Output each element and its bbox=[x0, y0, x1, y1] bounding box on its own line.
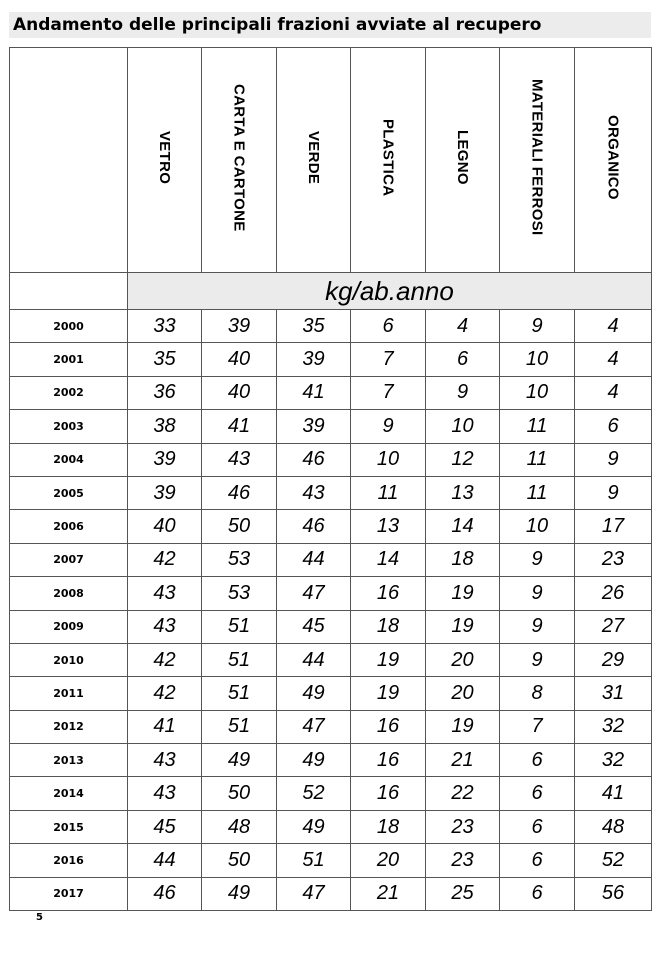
value-cell: 36 bbox=[128, 376, 202, 409]
value-cell: 9 bbox=[500, 643, 575, 676]
value-cell: 49 bbox=[202, 744, 277, 777]
value-cell: 50 bbox=[202, 844, 277, 877]
value-cell: 6 bbox=[500, 844, 575, 877]
value-cell: 49 bbox=[277, 810, 351, 843]
value-cell: 6 bbox=[351, 310, 426, 343]
year-cell: 2014 bbox=[10, 777, 128, 810]
value-cell: 4 bbox=[426, 310, 500, 343]
year-cell: 2011 bbox=[10, 677, 128, 710]
year-cell: 2000 bbox=[10, 310, 128, 343]
value-cell: 26 bbox=[575, 577, 652, 610]
value-cell: 7 bbox=[351, 343, 426, 376]
table-row bbox=[10, 476, 652, 509]
unit-row-empty-cell bbox=[10, 273, 128, 310]
value-cell: 42 bbox=[128, 543, 202, 576]
value-cell: 10 bbox=[351, 443, 426, 476]
value-cell: 21 bbox=[426, 744, 500, 777]
value-cell: 19 bbox=[426, 610, 500, 643]
value-cell: 16 bbox=[351, 710, 426, 743]
page-title: Andamento delle principali frazioni avviate al recupero bbox=[9, 12, 651, 38]
column-header: VERDE bbox=[277, 48, 351, 273]
value-cell: 27 bbox=[575, 610, 652, 643]
value-cell: 43 bbox=[128, 744, 202, 777]
value-cell: 38 bbox=[128, 410, 202, 443]
value-cell: 16 bbox=[351, 577, 426, 610]
value-cell: 17 bbox=[575, 510, 652, 543]
value-cell: 21 bbox=[351, 877, 426, 910]
value-cell: 9 bbox=[500, 310, 575, 343]
value-cell: 19 bbox=[351, 643, 426, 676]
value-cell: 20 bbox=[351, 844, 426, 877]
value-cell: 13 bbox=[351, 510, 426, 543]
value-cell: 46 bbox=[277, 510, 351, 543]
table-row bbox=[10, 443, 652, 476]
value-cell: 14 bbox=[426, 510, 500, 543]
table-row bbox=[10, 744, 652, 777]
year-cell: 2002 bbox=[10, 376, 128, 409]
value-cell: 47 bbox=[277, 877, 351, 910]
year-cell: 2006 bbox=[10, 510, 128, 543]
value-cell: 32 bbox=[575, 744, 652, 777]
year-cell: 2008 bbox=[10, 577, 128, 610]
value-cell: 39 bbox=[277, 410, 351, 443]
value-cell: 9 bbox=[575, 476, 652, 509]
value-cell: 40 bbox=[128, 510, 202, 543]
value-cell: 22 bbox=[426, 777, 500, 810]
table-row bbox=[10, 310, 652, 343]
value-cell: 10 bbox=[500, 343, 575, 376]
year-cell: 2004 bbox=[10, 443, 128, 476]
table-row bbox=[10, 677, 652, 710]
value-cell: 45 bbox=[277, 610, 351, 643]
value-cell: 16 bbox=[351, 777, 426, 810]
value-cell: 9 bbox=[500, 610, 575, 643]
value-cell: 48 bbox=[575, 810, 652, 843]
year-cell: 2017 bbox=[10, 877, 128, 910]
column-header: PLASTICA bbox=[351, 48, 426, 273]
table-row bbox=[10, 410, 652, 443]
value-cell: 49 bbox=[277, 677, 351, 710]
value-cell: 6 bbox=[500, 744, 575, 777]
year-cell: 2009 bbox=[10, 610, 128, 643]
table-row bbox=[10, 543, 652, 576]
value-cell: 43 bbox=[128, 610, 202, 643]
value-cell: 39 bbox=[202, 310, 277, 343]
value-cell: 49 bbox=[277, 744, 351, 777]
value-cell: 9 bbox=[426, 376, 500, 409]
value-cell: 23 bbox=[575, 543, 652, 576]
column-header: CARTA E CARTONE bbox=[202, 48, 277, 273]
year-cell: 2007 bbox=[10, 543, 128, 576]
value-cell: 18 bbox=[426, 543, 500, 576]
value-cell: 9 bbox=[575, 443, 652, 476]
value-cell: 41 bbox=[277, 376, 351, 409]
value-cell: 11 bbox=[500, 443, 575, 476]
table-row bbox=[10, 777, 652, 810]
value-cell: 9 bbox=[351, 410, 426, 443]
value-cell: 20 bbox=[426, 643, 500, 676]
value-cell: 6 bbox=[500, 810, 575, 843]
value-cell: 12 bbox=[426, 443, 500, 476]
year-cell: 2016 bbox=[10, 844, 128, 877]
corner-cell bbox=[10, 48, 128, 273]
value-cell: 25 bbox=[426, 877, 500, 910]
value-cell: 29 bbox=[575, 643, 652, 676]
value-cell: 44 bbox=[277, 643, 351, 676]
value-cell: 4 bbox=[575, 376, 652, 409]
value-cell: 50 bbox=[202, 777, 277, 810]
value-cell: 6 bbox=[500, 777, 575, 810]
value-cell: 43 bbox=[202, 443, 277, 476]
value-cell: 35 bbox=[277, 310, 351, 343]
value-cell: 4 bbox=[575, 343, 652, 376]
value-cell: 10 bbox=[500, 510, 575, 543]
value-cell: 43 bbox=[128, 577, 202, 610]
value-cell: 6 bbox=[575, 410, 652, 443]
value-cell: 50 bbox=[202, 510, 277, 543]
value-cell: 44 bbox=[277, 543, 351, 576]
unit-label: kg/ab.anno bbox=[128, 273, 652, 310]
value-cell: 16 bbox=[351, 744, 426, 777]
value-cell: 41 bbox=[202, 410, 277, 443]
value-cell: 52 bbox=[277, 777, 351, 810]
year-cell: 2001 bbox=[10, 343, 128, 376]
value-cell: 56 bbox=[575, 877, 652, 910]
value-cell: 40 bbox=[202, 343, 277, 376]
value-cell: 53 bbox=[202, 577, 277, 610]
table-row bbox=[10, 510, 652, 543]
value-cell: 32 bbox=[575, 710, 652, 743]
value-cell: 9 bbox=[500, 577, 575, 610]
value-cell: 40 bbox=[202, 376, 277, 409]
value-cell: 7 bbox=[351, 376, 426, 409]
column-header: ORGANICO bbox=[575, 48, 652, 273]
value-cell: 23 bbox=[426, 844, 500, 877]
value-cell: 4 bbox=[575, 310, 652, 343]
table-row bbox=[10, 610, 652, 643]
year-cell: 2005 bbox=[10, 476, 128, 509]
value-cell: 6 bbox=[426, 343, 500, 376]
value-cell: 49 bbox=[202, 877, 277, 910]
table-row bbox=[10, 710, 652, 743]
value-cell: 47 bbox=[277, 710, 351, 743]
value-cell: 19 bbox=[351, 677, 426, 710]
value-cell: 51 bbox=[202, 643, 277, 676]
value-cell: 11 bbox=[500, 476, 575, 509]
value-cell: 6 bbox=[500, 877, 575, 910]
column-header: MATERIALI FERROSI bbox=[500, 48, 575, 273]
header-row bbox=[10, 48, 652, 273]
value-cell: 45 bbox=[128, 810, 202, 843]
value-cell: 39 bbox=[128, 476, 202, 509]
value-cell: 42 bbox=[128, 643, 202, 676]
recovery-table bbox=[9, 47, 652, 911]
year-cell: 2003 bbox=[10, 410, 128, 443]
table-row bbox=[10, 343, 652, 376]
value-cell: 53 bbox=[202, 543, 277, 576]
value-cell: 46 bbox=[128, 877, 202, 910]
value-cell: 8 bbox=[500, 677, 575, 710]
value-cell: 42 bbox=[128, 677, 202, 710]
value-cell: 7 bbox=[500, 710, 575, 743]
value-cell: 23 bbox=[426, 810, 500, 843]
year-cell: 2013 bbox=[10, 744, 128, 777]
value-cell: 18 bbox=[351, 610, 426, 643]
year-cell: 2012 bbox=[10, 710, 128, 743]
column-header: LEGNO bbox=[426, 48, 500, 273]
value-cell: 18 bbox=[351, 810, 426, 843]
table-row bbox=[10, 844, 652, 877]
page-number: 5 bbox=[36, 912, 43, 923]
value-cell: 52 bbox=[575, 844, 652, 877]
value-cell: 46 bbox=[277, 443, 351, 476]
table-row bbox=[10, 643, 652, 676]
value-cell: 39 bbox=[128, 443, 202, 476]
value-cell: 48 bbox=[202, 810, 277, 843]
value-cell: 51 bbox=[202, 610, 277, 643]
value-cell: 14 bbox=[351, 543, 426, 576]
value-cell: 9 bbox=[500, 543, 575, 576]
table-body bbox=[10, 310, 652, 911]
value-cell: 51 bbox=[202, 710, 277, 743]
value-cell: 41 bbox=[575, 777, 652, 810]
value-cell: 33 bbox=[128, 310, 202, 343]
value-cell: 35 bbox=[128, 343, 202, 376]
year-cell: 2010 bbox=[10, 643, 128, 676]
value-cell: 39 bbox=[277, 343, 351, 376]
value-cell: 19 bbox=[426, 577, 500, 610]
value-cell: 31 bbox=[575, 677, 652, 710]
table-row bbox=[10, 810, 652, 843]
value-cell: 47 bbox=[277, 577, 351, 610]
value-cell: 44 bbox=[128, 844, 202, 877]
unit-row bbox=[10, 273, 652, 310]
value-cell: 51 bbox=[277, 844, 351, 877]
table-row bbox=[10, 577, 652, 610]
table-row bbox=[10, 376, 652, 409]
value-cell: 11 bbox=[500, 410, 575, 443]
value-cell: 11 bbox=[351, 476, 426, 509]
value-cell: 10 bbox=[500, 376, 575, 409]
value-cell: 46 bbox=[202, 476, 277, 509]
value-cell: 19 bbox=[426, 710, 500, 743]
value-cell: 10 bbox=[426, 410, 500, 443]
column-header: VETRO bbox=[128, 48, 202, 273]
value-cell: 20 bbox=[426, 677, 500, 710]
value-cell: 13 bbox=[426, 476, 500, 509]
year-cell: 2015 bbox=[10, 810, 128, 843]
value-cell: 41 bbox=[128, 710, 202, 743]
table-row bbox=[10, 877, 652, 910]
value-cell: 43 bbox=[277, 476, 351, 509]
value-cell: 43 bbox=[128, 777, 202, 810]
value-cell: 51 bbox=[202, 677, 277, 710]
